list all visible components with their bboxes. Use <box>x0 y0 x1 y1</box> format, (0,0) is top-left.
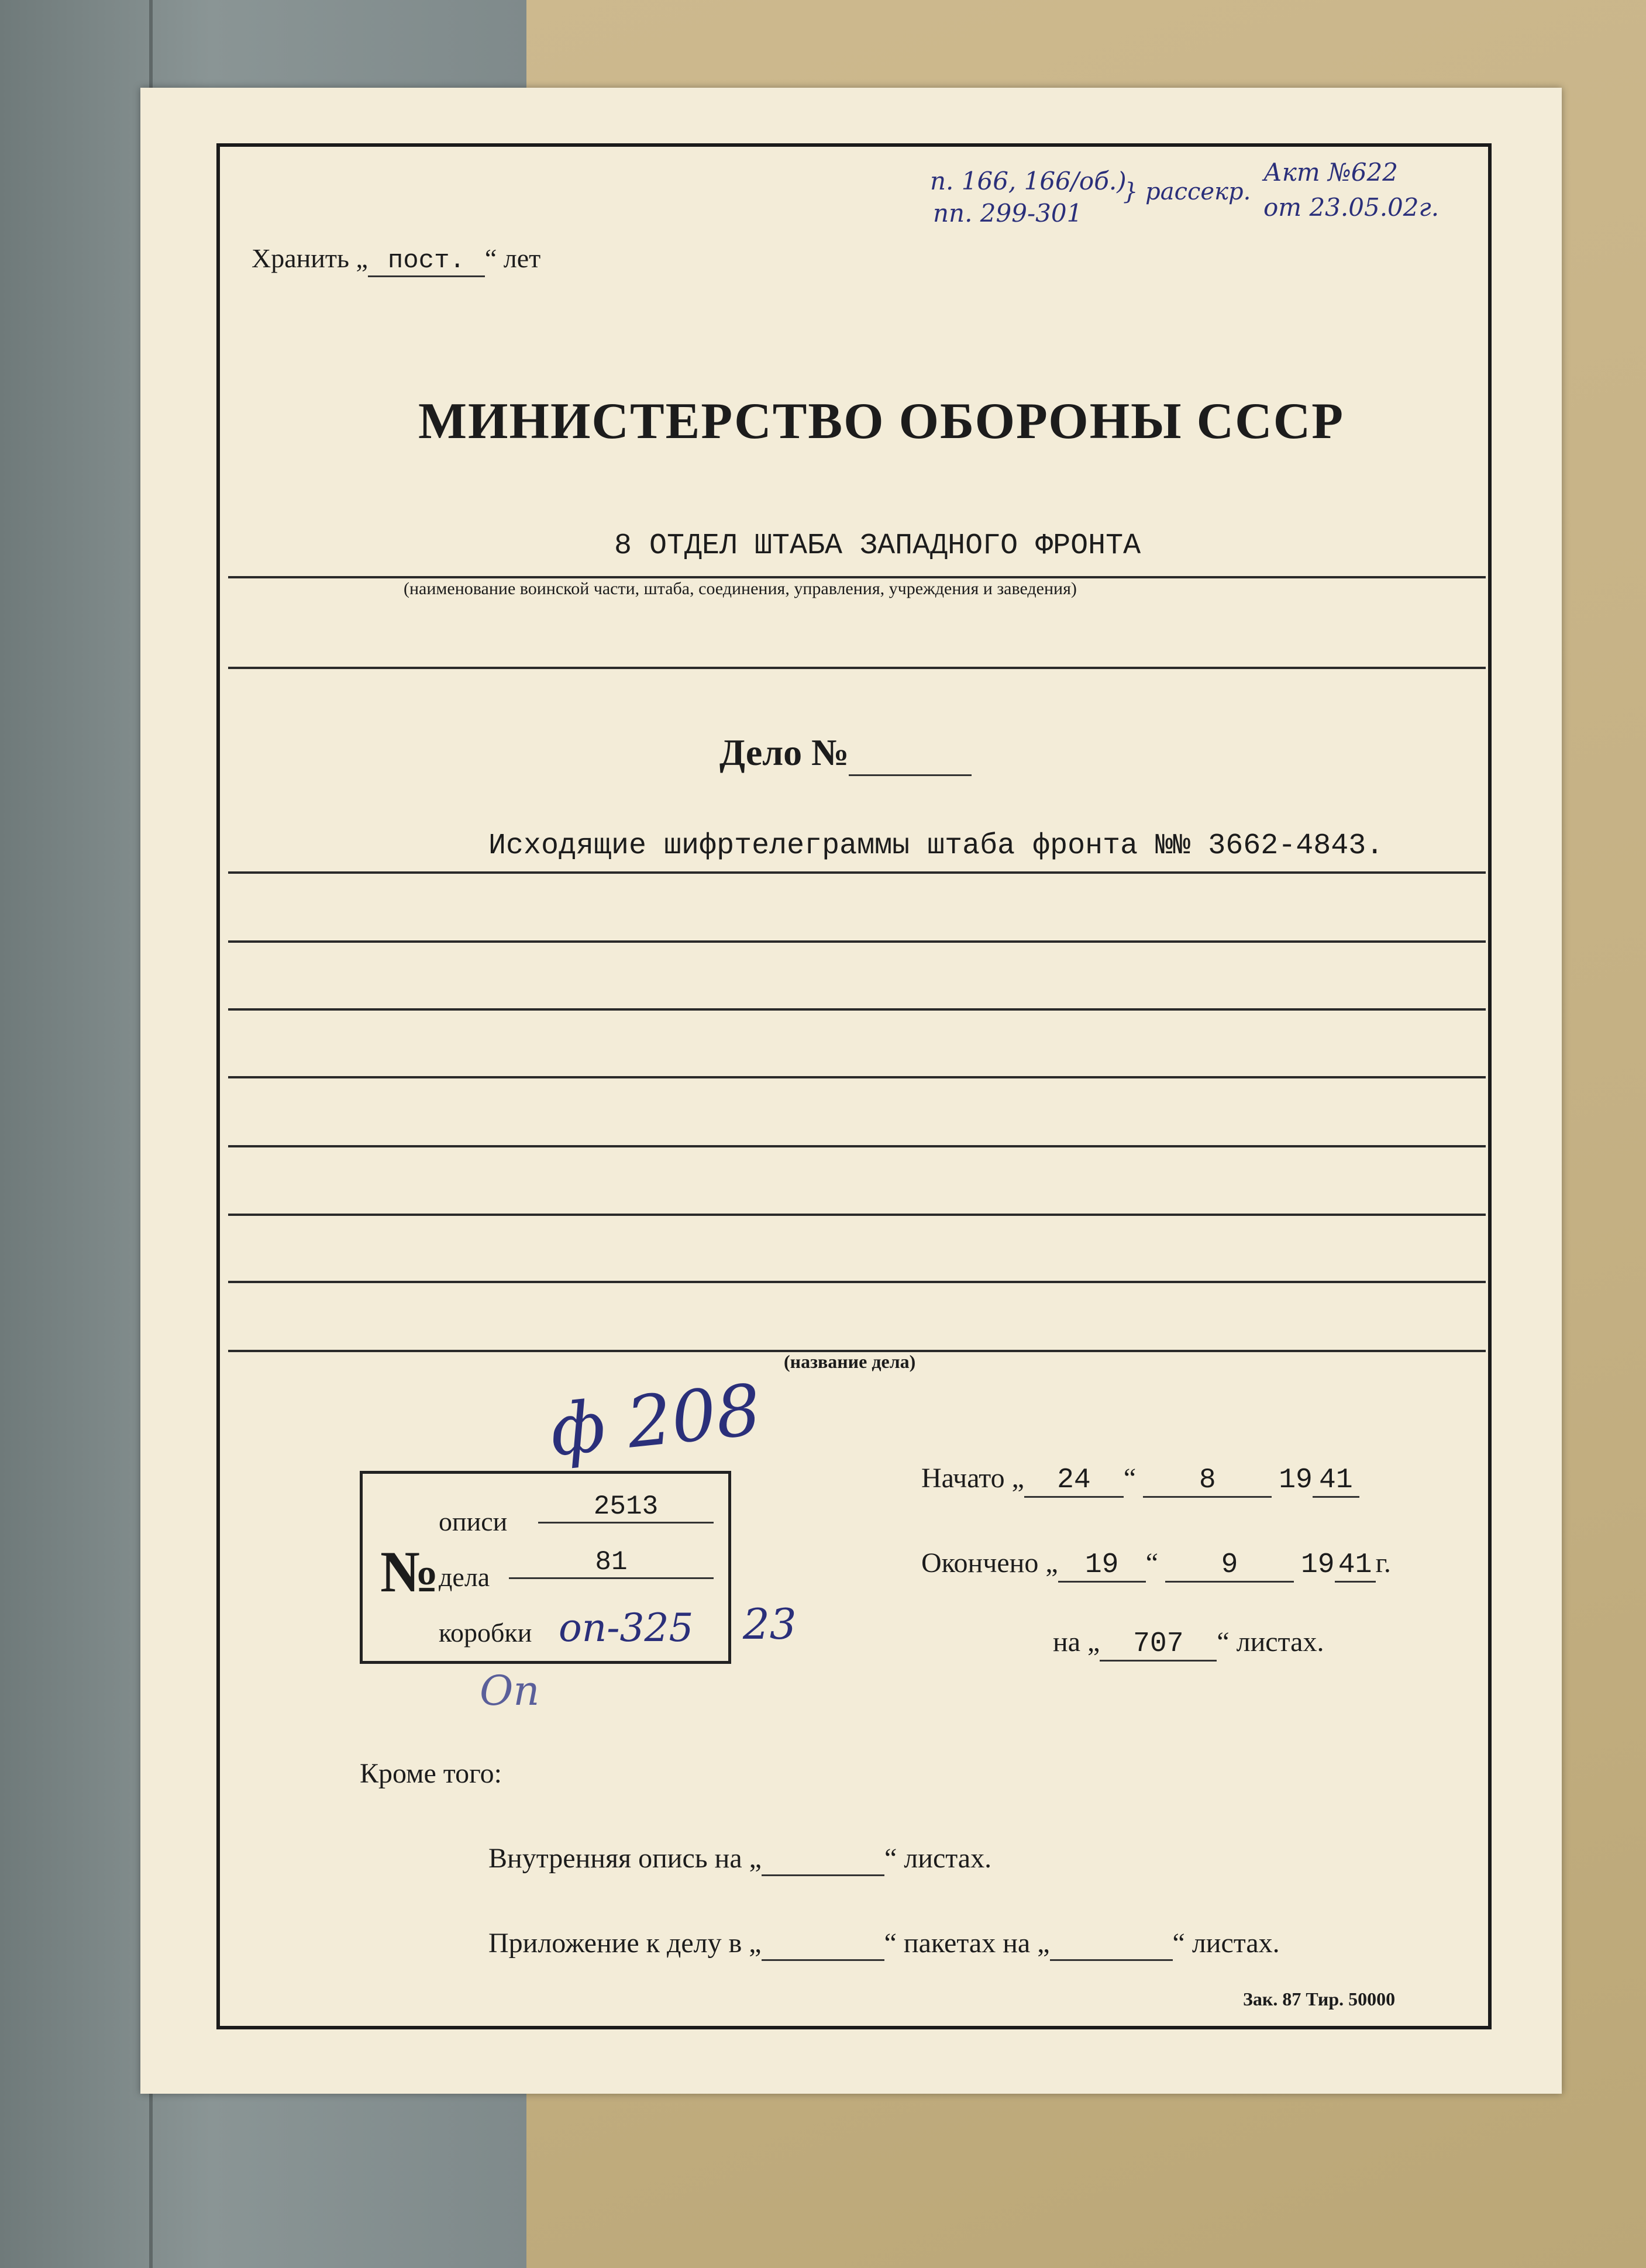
archive-box <box>360 1471 731 1664</box>
appendix-line: Приложение к делу в „ “ пакетах на „ “ листах. <box>488 1927 1280 1961</box>
appendix-pre: Приложение к делу в <box>488 1928 742 1959</box>
inner-inventory-blank <box>762 1842 884 1876</box>
inner-inventory-post: листах. <box>904 1843 992 1874</box>
finished-day: 19 <box>1058 1549 1146 1583</box>
rule-4 <box>228 1008 1486 1011</box>
sheets-post: листах. <box>1236 1626 1324 1657</box>
inner-inventory-pre: Внутренняя опись на <box>488 1843 742 1874</box>
rule-6 <box>228 1145 1486 1147</box>
finished-month: 9 <box>1165 1549 1294 1583</box>
case-number-blank <box>849 731 972 776</box>
started-line: Начато „ 24 “ 8 19 41 <box>921 1462 1359 1498</box>
finished-line: Окончено „ 19 “ 9 19 41 г. <box>921 1547 1391 1583</box>
started-month: 8 <box>1143 1464 1272 1498</box>
store-value: пост. <box>368 246 485 277</box>
sheets-value: 707 <box>1100 1628 1217 1662</box>
fond-number: ф 208 <box>546 1369 765 1473</box>
handwritten-act-date: от 23.05.02г. <box>1263 193 1440 222</box>
case-caption: (название дела) <box>784 1351 916 1372</box>
dela-value: 81 <box>509 1547 714 1579</box>
started-day: 24 <box>1024 1464 1124 1498</box>
store-suffix: лет <box>503 243 541 273</box>
ministry-title: МИНИСТЕРСТВО ОБОРОНЫ СССР <box>418 393 1344 450</box>
handwritten-act-number: Акт №622 <box>1263 158 1398 187</box>
started-year-prefix: 19 <box>1279 1464 1313 1496</box>
finished-year: 41 <box>1335 1549 1376 1583</box>
box-stamp-below: Оп <box>480 1667 540 1715</box>
handwritten-sheets-1: п. 166, 166/об.) <box>930 167 1127 195</box>
finished-year-prefix: 19 <box>1301 1549 1335 1581</box>
sheets-pre: на <box>1053 1626 1080 1657</box>
store-label: Хранить <box>252 243 349 273</box>
sheets-line: на „ 707 “ листах. <box>1053 1626 1324 1662</box>
case-number-line <box>719 731 972 776</box>
finished-suffix: г. <box>1375 1547 1391 1578</box>
finished-label: Окончено <box>921 1547 1039 1578</box>
rule-5 <box>228 1076 1486 1078</box>
korobki-label: коробки <box>439 1618 532 1647</box>
dela-label: дела <box>439 1562 490 1592</box>
opisi-value: 2513 <box>538 1491 714 1524</box>
rule-2 <box>228 871 1486 874</box>
appendix-packets-blank <box>762 1927 884 1961</box>
rule-7 <box>228 1214 1486 1216</box>
handwritten-declassified: } рассекр. <box>1123 178 1251 205</box>
store-line: Хранить „ пост. “ лет <box>252 243 540 277</box>
started-label: Начато <box>921 1463 1005 1494</box>
korobki-value: оп-325 <box>559 1605 694 1650</box>
appendix-post: листах. <box>1192 1928 1280 1959</box>
korobki-extra: 23 <box>743 1600 797 1649</box>
handwritten-sheets-2: пп. 299-301 <box>933 199 1083 228</box>
besides-label: Кроме того: <box>360 1758 502 1789</box>
number-sign: № <box>380 1539 439 1604</box>
case-title: Исходящие шифртелеграммы штаба фронта №№ 3662-4843. <box>488 829 1384 863</box>
unit-rule <box>228 576 1486 578</box>
print-info: Зак. 87 Тир. 50000 <box>1243 1988 1396 2010</box>
appendix-sheets-blank <box>1050 1927 1173 1961</box>
unit-caption: (наименование воинской части, штаба, соединения, управления, учреждения и заведения) <box>404 579 1077 598</box>
inner-inventory-line: Внутренняя опись на „ “ листах. <box>488 1842 991 1876</box>
rule-3 <box>228 940 1486 943</box>
appendix-mid: пакетах на <box>903 1928 1031 1959</box>
opisi-label: описи <box>439 1507 508 1536</box>
case-number-label: Дело № <box>719 732 849 773</box>
unit-name: 8 ОТДЕЛ ШТАБА ЗАПАДНОГО ФРОНТА <box>614 529 1141 563</box>
started-year: 41 <box>1313 1464 1359 1498</box>
rule-8 <box>228 1281 1486 1283</box>
rule-1 <box>228 667 1486 669</box>
